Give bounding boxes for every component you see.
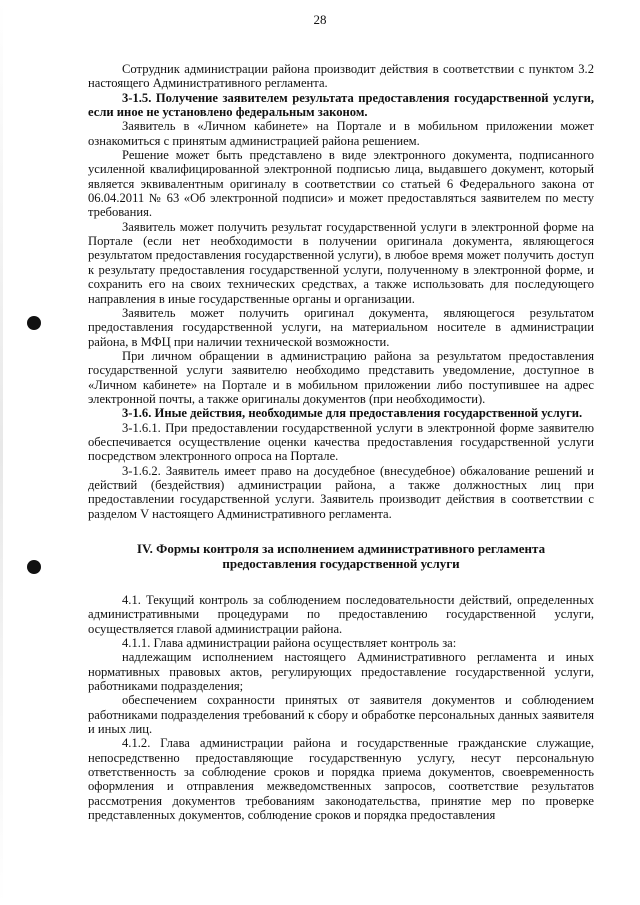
paragraph: надлежащим исполнением настоящего Административного регламента и иных нормативных правовых актов, регулирующих предоставление государственной услуги, работниками подразделения; [88,650,594,694]
paragraph: 4.1.2. Глава администрации района и государственные гражданские служащие, непосредственно предоставляющие государственную услугу, несут персональную ответственность за соблюдение сроков и порядка приема документов, своевременность оформления и отправления межведомственных запросов, соответствие результатов рассмотрения документов требованиям законодательства, принятие мер по проверке представленных документов, соблюдение сроков и порядка предоставления [88,736,594,823]
binder-hole-top [27,316,41,330]
paragraph: 3-1.6.1. При предоставлении государственной услуги в электронной форме заявителю обеспечивается осуществление оценки качества предоставления государственной услуги посредством электронного опроса на Портале. [88,420,594,464]
paragraph: Сотрудник администрации района производит действия в соответствии с пунктом 3.2 настоящего Административного регламента. [88,62,594,91]
paragraph: обеспечением сохранности принятых от заявителя документов и соблюдением работниками подразделения требований к сбору и обработке персональных данных заявителя и иных лиц. [88,693,594,737]
paragraph: Заявитель в «Личном кабинете» на Портале и в мобильном приложении может ознакомиться с принятым администрацией района решением. [88,119,594,148]
section-title-line-2: предоставления государственной услуги [222,556,460,571]
binder-hole-bottom [27,560,41,574]
paragraph: При личном обращении в администрацию района за результатом предоставления государственной услуги заявителю необходимо представить уведомление, доступное в «Личном кабинете» на Портале и в мобильном приложении либо поступившее на адрес электронной почты, а также оригиналы документов (при необходимости). [88,348,594,406]
paragraph: 4.1.1. Глава администрации района осуществляет контроль за: [122,636,457,651]
subsection-heading-3-1-6: 3-1.6. Иные действия, необходимые для предоставления государственной услуги. [122,406,583,421]
paragraph: Решение может быть представлено в виде электронного документа, подписанного усиленной квалифицированной электронной подписью лица, выдавшего документ, который является эквивалентным оригиналу в соответствии со статьей 6 Федерального закона от 06.04.2011 № 63 «Об электронной подписи» и может предоставляться заявителем по месту требования. [88,148,594,220]
section-title-line-1: IV. Формы контроля за исполнением административного регламента [136,541,546,556]
subsection-heading-3-1-5: 3-1.5. Получение заявителем результата предоставления государственной услуги, если иное не установлено федеральным законом. [88,90,594,120]
section-title-iv [88,541,594,571]
document-body [88,62,594,823]
paragraph: 3-1.6.2. Заявитель имеет право на досудебное (внесудебное) обжалование решений и действий (бездействия) администрации района, а также должностных лиц при предоставлении государственной услуги. Заявитель производит действия в соответствии с разделом V настоящего Административного регламента. [88,463,594,521]
paragraph: Заявитель может получить результат государственной услуги в электронной форме на Портале (если нет необходимости в получении оригинала документа, являющегося результатом предоставления государственной услуги), в любое время может получить доступ к результату предоставления государственной услуги, полученному в электронной форме, и сохранить его на своих технических средствах, а также использовать для последующего направления в иные государственные органы и организации. [88,219,594,306]
page-number: 28 [313,12,327,27]
paragraph: 4.1. Текущий контроль за соблюдением последовательности действий, определенных административными процедурами по предоставлению государственной услуги, осуществляется главой администрации района. [88,593,594,636]
scan-edge [0,0,3,905]
paragraph: Заявитель может получить оригинал документа, являющегося результатом предоставления государственной услуги, на материальном носителе в администрации района, в МФЦ при наличии технической возможности. [88,305,594,349]
